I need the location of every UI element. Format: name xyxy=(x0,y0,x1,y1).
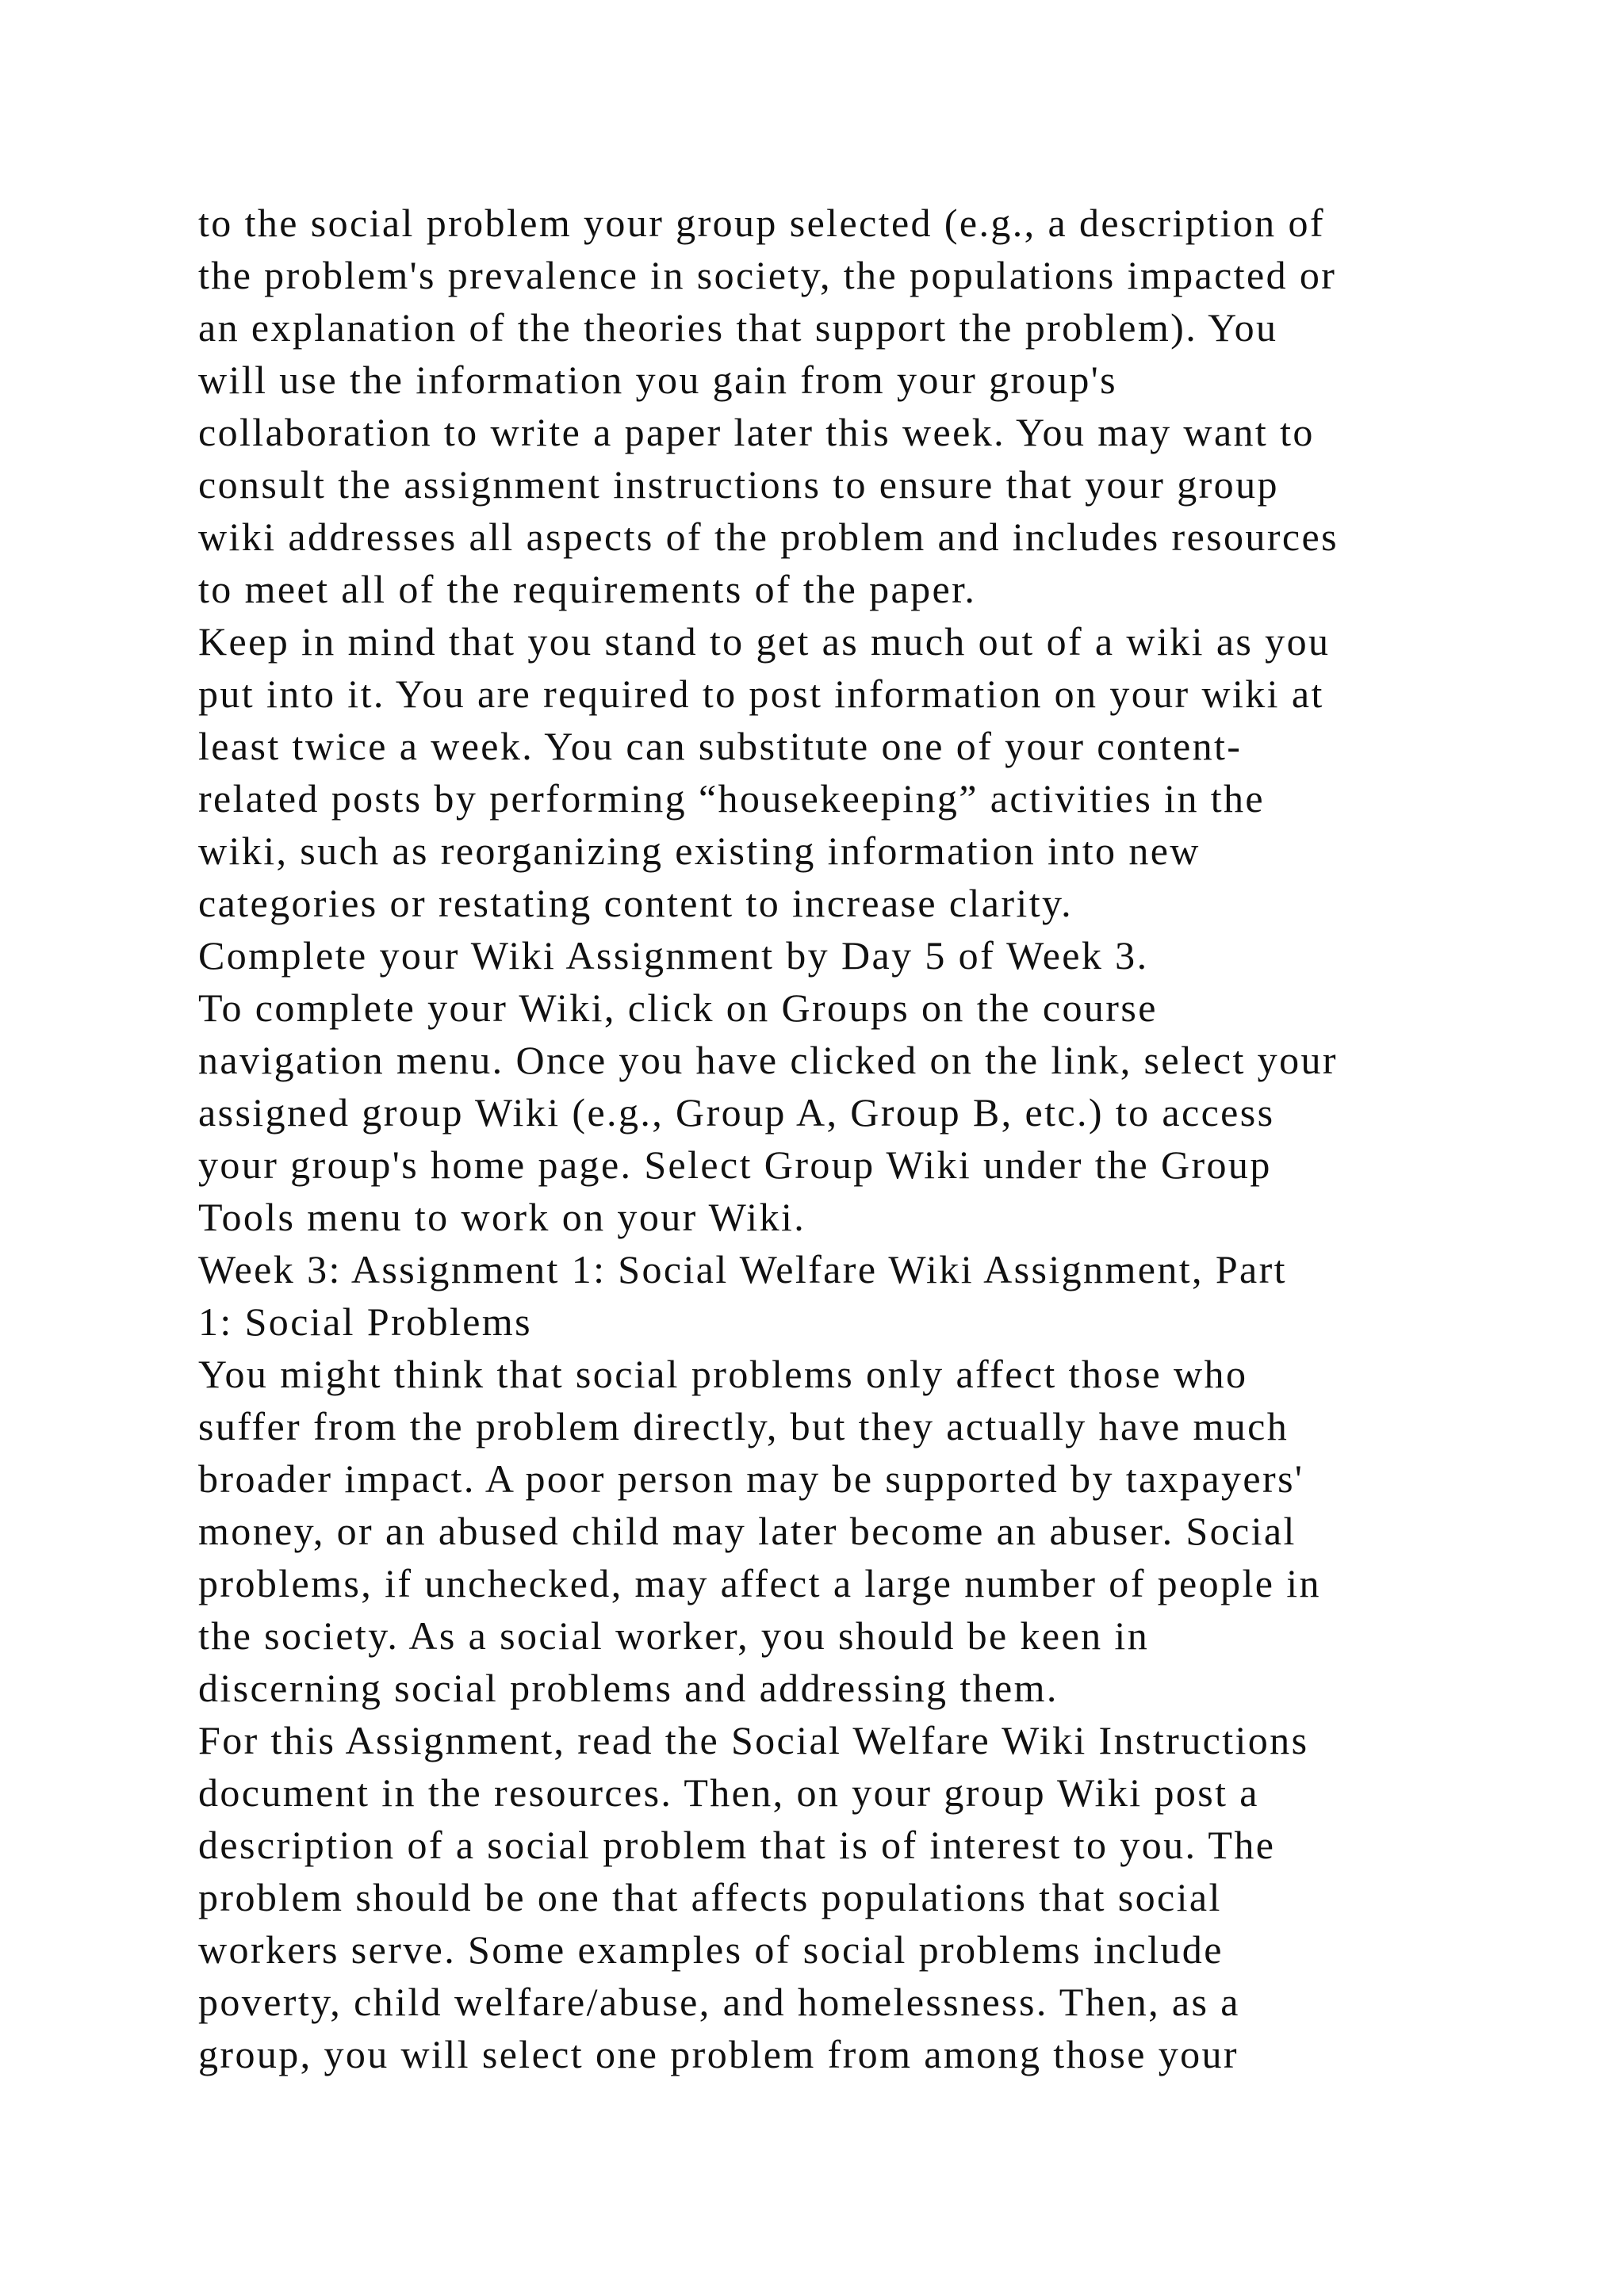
document-body xyxy=(198,197,1499,2080)
text-line: workers serve. Some examples of social problems include xyxy=(198,1927,1224,1972)
text-line: the problem's prevalence in society, the populations impacted or xyxy=(198,253,1337,297)
text-line: problems, if unchecked, may affect a large number of people in xyxy=(198,1561,1321,1605)
text-line: put into it. You are required to post information on your wiki at xyxy=(198,672,1324,716)
text-line: assigned group Wiki (e.g., Group A, Group B, etc.) to access xyxy=(198,1090,1275,1135)
text-line: your group's home page. Select Group Wiki under the Group xyxy=(198,1142,1272,1187)
text-line: 1: Social Problems xyxy=(198,1299,532,1344)
text-line: wiki, such as reorganizing existing information into new xyxy=(198,828,1201,873)
text-line: money, or an abused child may later become an abuser. Social xyxy=(198,1509,1297,1553)
text-line: Week 3: Assignment 1: Social Welfare Wiki Assignment, Part xyxy=(198,1247,1287,1292)
text-line: To complete your Wiki, click on Groups on the course xyxy=(198,985,1158,1030)
text-line: For this Assignment, read the Social Welfare Wiki Instructions xyxy=(198,1718,1309,1762)
text-line: an explanation of the theories that support the problem). You xyxy=(198,305,1278,350)
text-line: to meet all of the requirements of the paper. xyxy=(198,567,977,611)
text-line: Keep in mind that you stand to get as much out of a wiki as you xyxy=(198,619,1331,664)
text-line: collaboration to write a paper later this week. You may want to xyxy=(198,410,1315,454)
text-line: problem should be one that affects populations that social xyxy=(198,1875,1222,1919)
text-line: group, you will select one problem from among those your xyxy=(198,2032,1239,2076)
text-line: description of a social problem that is of interest to you. The xyxy=(198,1823,1276,1867)
text-line: document in the resources. Then, on your group Wiki post a xyxy=(198,1770,1259,1815)
text-line: navigation menu. Once you have clicked on the link, select your xyxy=(198,1038,1338,1082)
text-line: related posts by performing “housekeeping” activities in the xyxy=(198,776,1266,821)
text-line: will use the information you gain from your group's xyxy=(198,358,1118,402)
text-line: broader impact. A poor person may be supported by taxpayers' xyxy=(198,1456,1304,1501)
text-line: suffer from the problem directly, but they actually have much xyxy=(198,1404,1289,1448)
text-line: Complete your Wiki Assignment by Day 5 of Week 3. xyxy=(198,933,1149,978)
text-line: Tools menu to work on your Wiki. xyxy=(198,1195,806,1239)
text-line: to the social problem your group selected (e.g., a description of xyxy=(198,201,1325,245)
text-line: You might think that social problems only affect those who xyxy=(198,1352,1248,1396)
text-line: categories or restating content to increase clarity. xyxy=(198,881,1074,925)
text-line: discerning social problems and addressing them. xyxy=(198,1666,1059,1710)
text-line: least twice a week. You can substitute one of your content- xyxy=(198,724,1243,768)
text-line: consult the assignment instructions to ensure that your group xyxy=(198,462,1279,507)
text-line: the society. As a social worker, you should be keen in xyxy=(198,1613,1150,1658)
text-line: poverty, child welfare/abuse, and homelessness. Then, as a xyxy=(198,1980,1240,2024)
text-line: wiki addresses all aspects of the problem and includes resources xyxy=(198,515,1339,559)
